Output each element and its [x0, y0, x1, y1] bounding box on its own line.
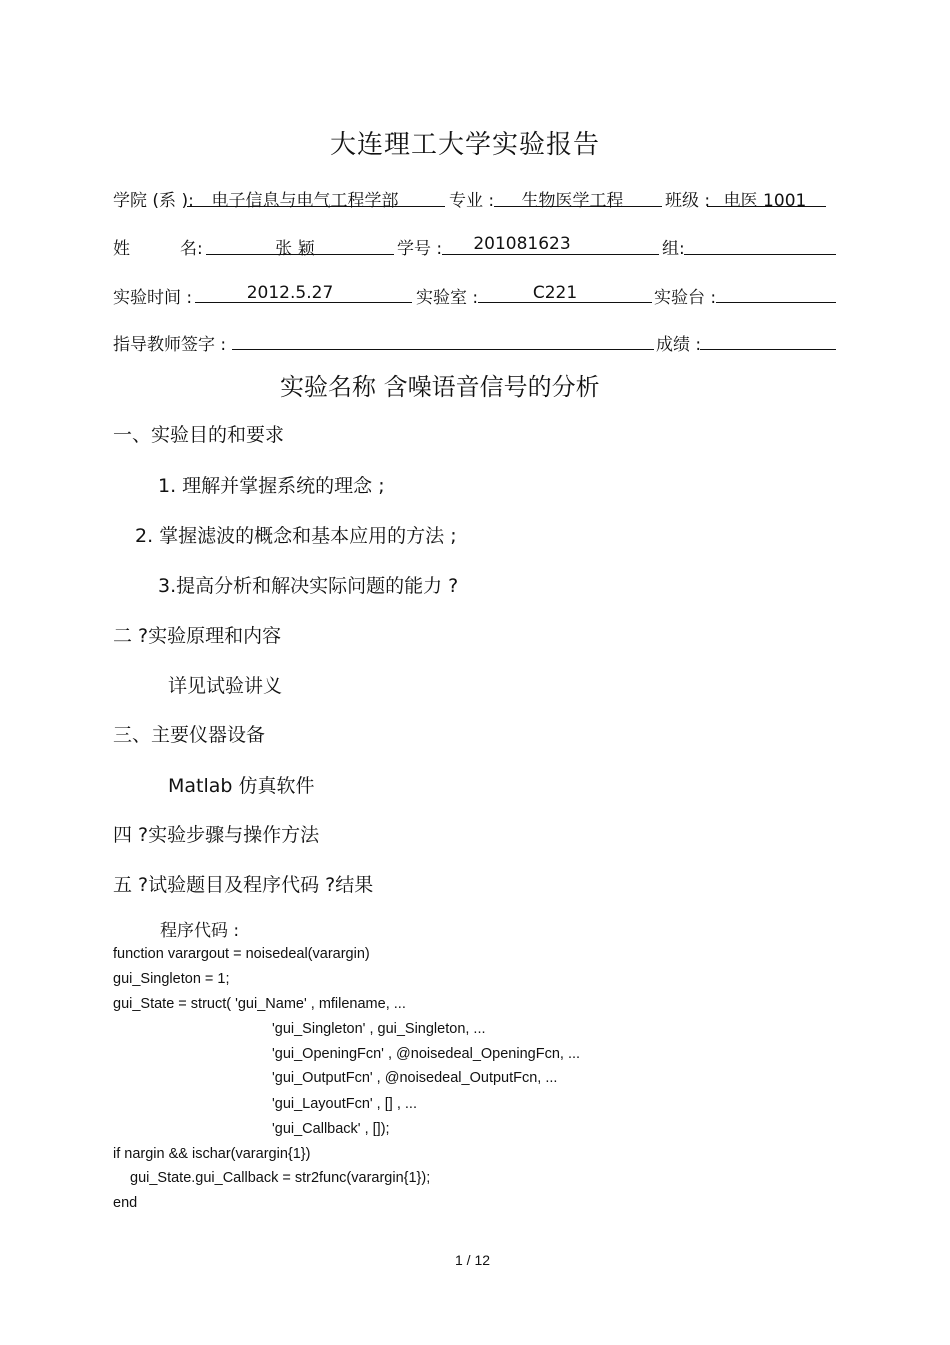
id-underline	[442, 254, 659, 255]
code-line-2: gui_Singleton = 1;	[113, 971, 230, 987]
code-line-4: 'gui_Singleton' , gui_Singleton, ...	[272, 1021, 486, 1037]
report-title: 大连理工大学实验报告	[330, 130, 601, 160]
experiment-name: 实验名称 含噪语音信号的分析	[280, 373, 600, 401]
id-label: 学号 :	[397, 239, 443, 259]
major-label: 专业 :	[449, 191, 495, 211]
code-line-9: if nargin && ischar(varargin{1})	[113, 1146, 311, 1162]
bench-label: 实验台 :	[654, 288, 717, 308]
lab-label: 实验室 :	[416, 288, 479, 308]
objective-item-1: 1. 理解并掌握系统的理念 ;	[158, 475, 385, 497]
section-3-heading: 三、主要仪器设备	[113, 724, 266, 746]
dept-label: 学院 (系 ):	[113, 191, 194, 211]
section-1-heading: 一、实验目的和要求	[113, 424, 285, 446]
group-label: 组:	[662, 239, 685, 259]
code-line-7: 'gui_LayoutFcn' , [] , ...	[272, 1096, 417, 1112]
score-underline	[700, 349, 836, 350]
code-line-5: 'gui_OpeningFcn' , @noisedeal_OpeningFcn, ...	[272, 1046, 581, 1062]
time-label: 实验时间 :	[113, 288, 193, 308]
code-line-11: end	[113, 1195, 138, 1211]
objective-item-2: 2. 掌握滤波的概念和基本应用的方法 ;	[135, 525, 457, 547]
lab-value: C221	[532, 283, 578, 303]
section-4-heading: 四 ?实验步骤与操作方法	[113, 824, 320, 846]
teacher-underline	[232, 349, 654, 350]
section-2-heading: 二 ?实验原理和内容	[113, 625, 282, 647]
section-3-body: Matlab 仿真软件	[168, 775, 315, 797]
code-line-3: gui_State = struct( 'gui_Name' , mfilename, ...	[113, 996, 406, 1012]
name-value: 张 颖	[275, 239, 315, 259]
bench-underline	[716, 302, 836, 303]
code-label: 程序代码 :	[160, 921, 240, 941]
score-label: 成绩 :	[656, 335, 702, 355]
page-number: 1 / 12	[455, 1252, 491, 1268]
class-label: 班级 :	[665, 191, 711, 211]
name-label-1: 姓	[113, 239, 130, 259]
code-line-1: function varargout = noisedeal(varargin)	[113, 946, 370, 962]
objective-item-3: 3.提高分析和解决实际问题的能力 ?	[158, 575, 459, 597]
group-underline	[684, 254, 836, 255]
section-5-heading: 五 ?试验题目及程序代码 ?结果	[113, 874, 374, 896]
major-value: 生物医学工程	[521, 191, 624, 211]
code-line-6: 'gui_OutputFcn' , @noisedeal_OutputFcn, ...	[272, 1070, 558, 1086]
code-line-10: gui_State.gui_Callback = str2func(varargin{1});	[130, 1170, 431, 1186]
code-line-8: 'gui_Callback' , []);	[272, 1121, 390, 1137]
section-2-body: 详见试验讲义	[168, 675, 283, 697]
class-value: 电医 1001	[723, 191, 807, 211]
id-value: 201081623	[473, 234, 571, 254]
name-label-2: 名:	[180, 239, 203, 259]
dept-value: 电子信息与电气工程学部	[211, 191, 399, 211]
teacher-label: 指导教师签字 :	[113, 335, 227, 355]
time-value: 2012.5.27	[246, 283, 334, 303]
